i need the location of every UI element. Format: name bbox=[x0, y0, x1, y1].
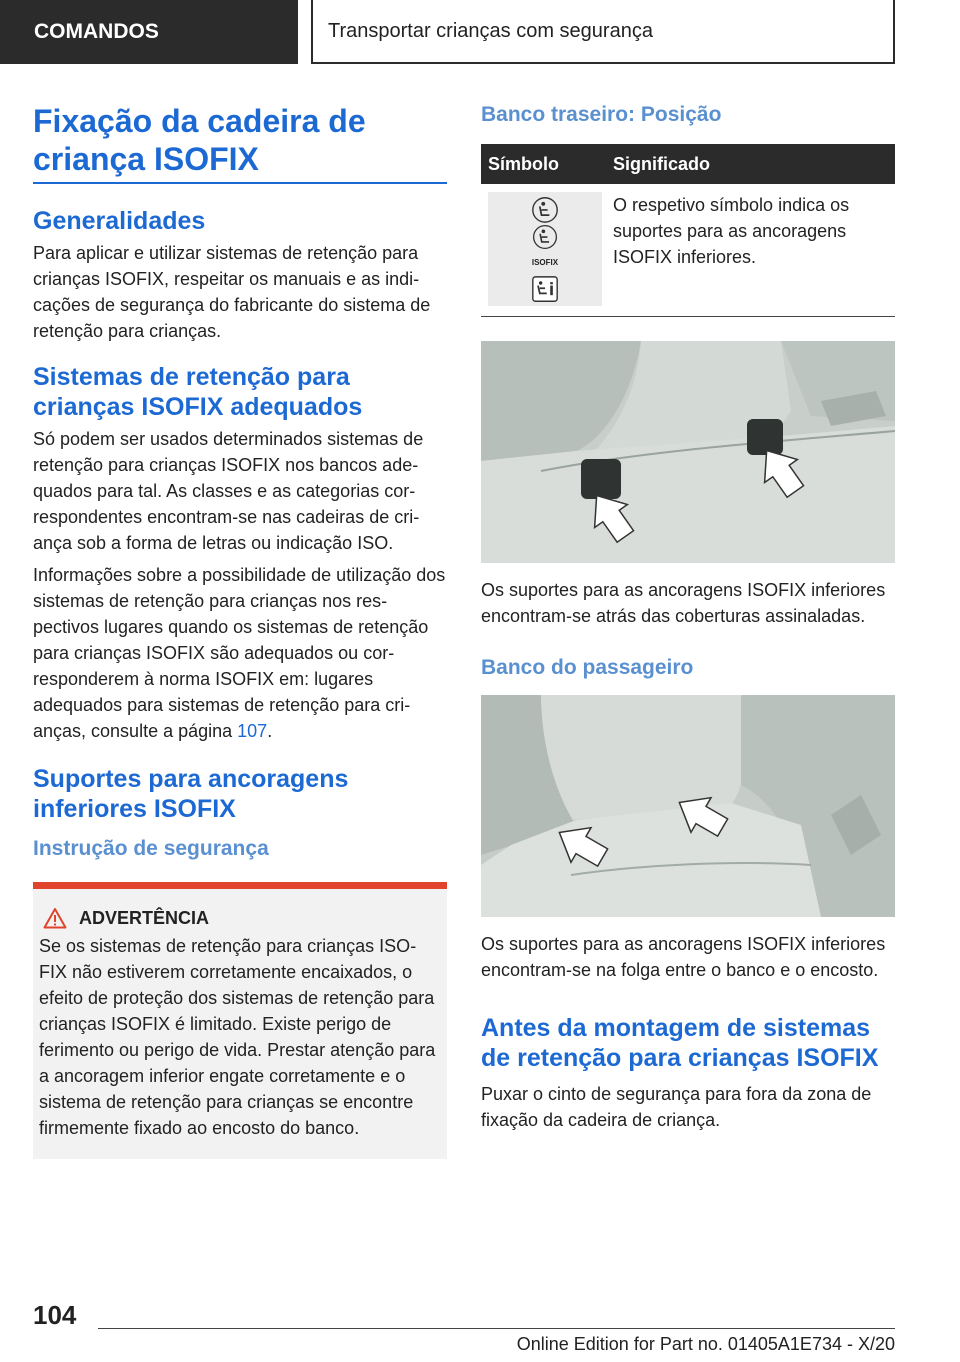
footer-divider bbox=[98, 1328, 895, 1329]
chapter-title: Transportar crianças com segurança bbox=[311, 0, 895, 64]
child-seat-isofix-icon bbox=[532, 224, 558, 250]
generalities-heading: Generalidades bbox=[33, 207, 206, 235]
child-seat-circle-icon bbox=[529, 196, 561, 224]
page-107-link[interactable]: 107 bbox=[237, 721, 268, 741]
before-mounting-text: Puxar o cinto de segurança para fora da zona de fixação da cadeira de criança. bbox=[481, 1084, 872, 1130]
right-column bbox=[481, 102, 895, 1133]
warning-label: ADVERTÊNCIA bbox=[79, 907, 210, 928]
rear-photo-caption: Os suportes para as ancoragens ISOFIX inferiores encontram-se atrás das coberturas assinaladas. bbox=[481, 580, 886, 626]
page-title: Fixação da cadeira de criança ISOFIX bbox=[33, 102, 447, 184]
warning-text: Se os sistemas de retenção para crianças ISOFIX não estiverem corretamente encaixados, o efeito de proteção dos sistemas de retenção para crianças ISOFIX é limitado. Existe perigo de ferimento ou perigo de vida. Prestar atenção para a ancoragem inferior engate corretamente e o sistema de retenção para crianças se encontre firmemente fixado ao encosto do banco. bbox=[39, 936, 436, 1138]
warning-box bbox=[33, 882, 447, 1159]
systems-text-1: Só podem ser usados determinados sistemas de retenção para crianças ISOFIX nos bancos adequados para tal. As classes e as categorias correspondentes encontram-se nas cadeiras de criança sob a forma de letras ou indicação ISO. bbox=[33, 429, 424, 553]
section-tab: COMANDOS bbox=[0, 0, 298, 64]
systems-text-2-body: Informações sobre a possibilidade de utilização dos sistemas de retenção para crianças nos respectivos lugares quando os sistemas de retenção para crianças ISOFIX são adequados ou corresponderem à norma ISOFIX em: lugares adequados para sistemas de retenção para crianças, consulte a página bbox=[33, 565, 446, 741]
systems-text-2-end: . bbox=[267, 721, 273, 741]
warning-header bbox=[43, 907, 437, 929]
isofix-label: ISOFIX bbox=[531, 257, 559, 267]
table-row bbox=[481, 184, 895, 317]
meaning-cell: O respetivo símbolo indica os suportes para as ancoragens ISOFIX inferiores. bbox=[606, 184, 895, 317]
symbol-cell bbox=[481, 184, 606, 317]
isofix-symbols bbox=[488, 192, 602, 306]
symbol-column-header: Símbolo bbox=[481, 144, 606, 184]
passenger-photo-caption: Os suportes para as ancoragens ISOFIX inferiores encontram-se na folga entre o banco e o encosto. bbox=[481, 934, 886, 980]
page-number: 104 bbox=[33, 1300, 77, 1330]
warning-triangle-icon bbox=[43, 907, 67, 929]
passenger-seat-photo bbox=[481, 695, 895, 917]
systems-text-2 bbox=[33, 562, 447, 744]
rear-seat-heading: Banco traseiro: Posição bbox=[481, 103, 722, 126]
generalities-text: Para aplicar e utilizar sistemas de retenção para crianças ISOFIX, respeitar os manuais e as indicações de segurança do fabricante do sistema de retenção para crianças. bbox=[33, 243, 431, 341]
symbol-table bbox=[481, 144, 895, 317]
child-seat-info-icon bbox=[530, 276, 560, 302]
left-column bbox=[33, 102, 447, 1159]
supports-heading: Suportes para ancoragens inferiores ISOFIX bbox=[33, 765, 349, 823]
rear-seat-photo bbox=[481, 341, 895, 563]
meaning-column-header: Significado bbox=[606, 144, 895, 184]
systems-heading: Sistemas de retenção para crianças ISOFIX adequados bbox=[33, 363, 363, 421]
safety-heading: Instrução de segurança bbox=[33, 837, 269, 860]
isofix-badge bbox=[532, 224, 558, 276]
before-mounting-heading: Antes da montagem de sistemas de retenção para crianças ISOFIX bbox=[481, 1014, 879, 1072]
edition-note: Online Edition for Part no. 01405A1E734 - X/20 bbox=[516, 1334, 895, 1354]
passenger-seat-heading: Banco do passageiro bbox=[481, 656, 694, 679]
